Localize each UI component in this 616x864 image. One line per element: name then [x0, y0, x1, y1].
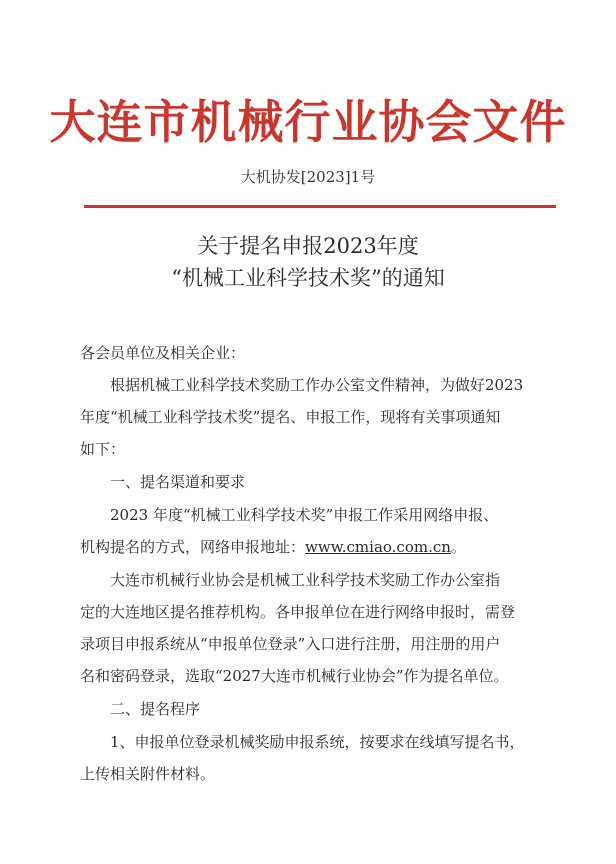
- salutation: 各会员单位及相关企业：: [80, 344, 246, 362]
- section-heading-2: 二、提名程序: [110, 700, 201, 718]
- paragraph-3-line-3: 录项目申报系统从“申报单位登录”入口进行注册，用注册的用户: [80, 635, 501, 653]
- paragraph-3-line-2: 定的大连地区提名推荐机构。各申报单位在进行网络申报时，需登: [80, 603, 516, 621]
- paragraph-3-line-4: 名和密码登录，选取“2027大连市机械行业协会”作为提名单位。: [80, 667, 509, 685]
- notice-title-line-2: “机械工业科学技术奖”的通知: [171, 266, 445, 290]
- document-body: [80, 0, 546, 864]
- paragraph-2-end: 。: [450, 538, 466, 556]
- paragraph-2-line-1: 2023 年度“机械工业科学技术奖”申报工作采用网络申报、: [110, 506, 499, 524]
- application-url-link[interactable]: www.cmiao.com.cn: [305, 538, 451, 556]
- paragraph-3-line-1: 大连市机械行业协会是机械工业科学技术奖励工作办公室指: [110, 571, 501, 589]
- paragraph-1-line-2: 年度“机械工业科学技术奖”提名、申报工作，现将有关事项通知: [80, 408, 501, 426]
- paragraph-1-line-3: 如下：: [80, 440, 126, 458]
- paragraph-2-text: 机构提名的方式，网络申报地址：: [80, 538, 306, 556]
- section-heading-1: 一、提名渠道和要求: [110, 473, 246, 491]
- paragraph-2-line-2: [80, 535, 466, 559]
- paragraph-1-line-1: 根据机械工业科学技术奖励工作办公室文件精神，为做好2023: [110, 376, 524, 394]
- notice-title-line-1: 关于提名申报2023年度: [197, 234, 419, 258]
- document-number: 大机协发[2023]1号: [240, 168, 376, 186]
- paragraph-4-line-2: 上传相关附件材料。: [80, 765, 216, 783]
- document-header-title: 大连市机械行业协会文件: [49, 95, 567, 149]
- paragraph-4-line-1: 1、申报单位登录机械奖励申报系统，按要求在线填写提名书，: [110, 733, 525, 751]
